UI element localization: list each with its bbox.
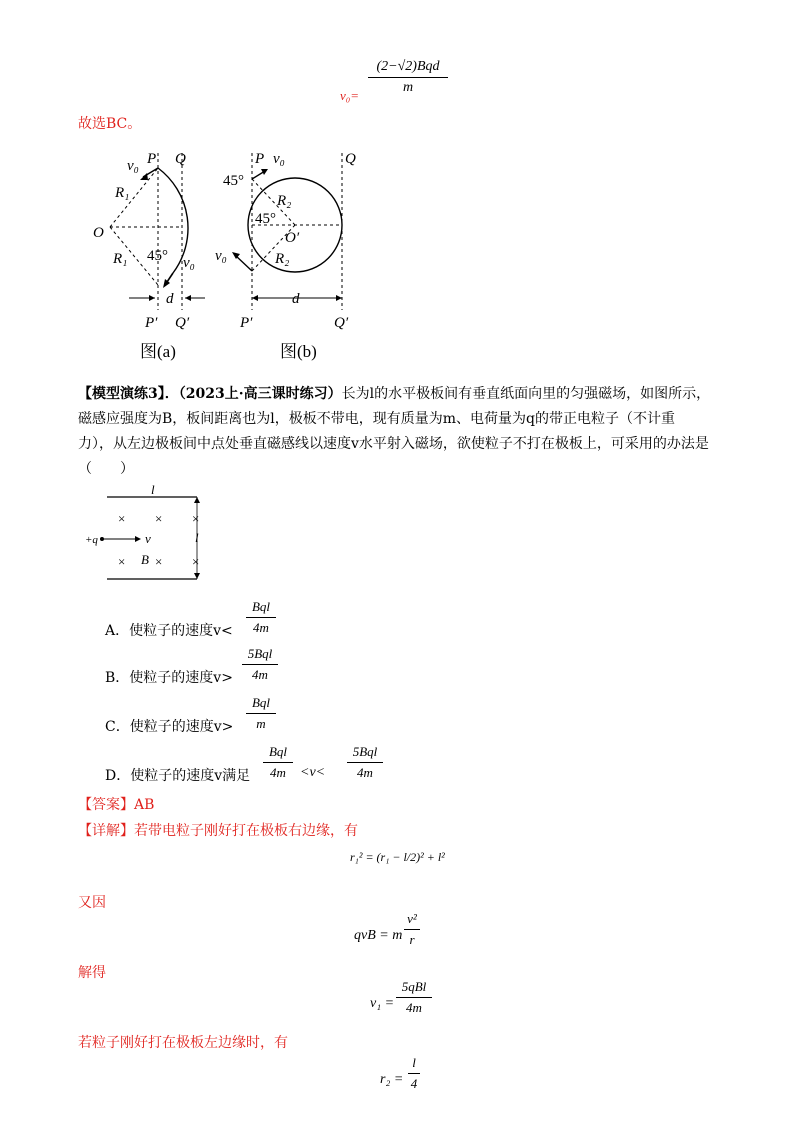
fig-b-label-R2-bottom: R₂ bbox=[275, 251, 290, 267]
fig-a-label-angle: 45° bbox=[147, 248, 168, 264]
fig-a-label-d: d bbox=[166, 291, 174, 307]
fig-a-label-P-prime: P′ bbox=[145, 315, 158, 331]
option-c-text: C．使粒子的速度v> bbox=[105, 719, 234, 735]
fig-a-label-R1-top: R₁ bbox=[115, 185, 130, 201]
field-cross: × bbox=[192, 554, 200, 569]
fig-b-label-O-prime: O′ bbox=[285, 230, 300, 246]
option-d-den2: 4m bbox=[357, 765, 373, 780]
explain-text-3: 解得 bbox=[78, 965, 106, 981]
fig-b-label-angle-mid: 45° bbox=[255, 211, 276, 227]
conclusion-text: 故选BC。 bbox=[78, 116, 142, 132]
option-b-den: 4m bbox=[252, 667, 268, 682]
option-d-fraction-1 bbox=[263, 743, 293, 782]
explain-label: 【详解】 bbox=[78, 823, 134, 839]
fig-b-label-P-prime: P′ bbox=[240, 315, 253, 331]
field-cross: × bbox=[155, 511, 163, 526]
fig-a-label-O: O bbox=[93, 225, 104, 241]
problem-line-3: 力），从左边极板间中点处垂直磁感线以速度v水平射入磁场，欲使粒子不打在极板上，可采用的办法是 bbox=[78, 436, 709, 452]
equation-3-fraction bbox=[396, 978, 432, 1017]
option-a-den: 4m bbox=[253, 620, 269, 635]
fig-b-label-P: P bbox=[255, 151, 265, 167]
equation-3-den: 4m bbox=[406, 1000, 422, 1015]
option-d-mid: <v< bbox=[300, 765, 326, 780]
option-b-text: B．使粒子的速度v> bbox=[105, 670, 233, 686]
top-fraction bbox=[368, 58, 448, 97]
field-label-charge: +q bbox=[85, 534, 98, 546]
equation-2-num: v² bbox=[407, 911, 417, 926]
formula-lhs: v₀= bbox=[340, 88, 360, 103]
equation-2-den: r bbox=[409, 932, 415, 947]
explain-text-2: 又因 bbox=[78, 895, 106, 911]
field-label-l-right: l bbox=[195, 530, 199, 545]
fig-a-caption: 图(a) bbox=[140, 342, 176, 361]
option-c-den: m bbox=[256, 716, 266, 731]
option-d-den: 4m bbox=[270, 765, 286, 780]
option-d-num: Bql bbox=[268, 744, 288, 759]
fig-a-label-Q-prime: Q′ bbox=[175, 315, 190, 331]
option-d-num2: 5Bql bbox=[352, 744, 378, 759]
fig-a-label-P: P bbox=[147, 151, 157, 167]
magnetic-orbit-figures bbox=[85, 145, 405, 365]
option-b-fraction bbox=[242, 645, 278, 684]
option-c-fraction bbox=[246, 694, 276, 733]
explain-line-1 bbox=[78, 820, 358, 840]
explain-text-1: 若带电粒子刚好打在极板右边缘，有 bbox=[134, 823, 358, 839]
field-cross: × bbox=[118, 511, 126, 526]
option-a-fraction bbox=[246, 598, 276, 637]
option-c-num: Bql bbox=[251, 695, 271, 710]
fig-b-label-v0-left: v₀ bbox=[215, 248, 227, 264]
problem-line-4: （ ） bbox=[78, 461, 134, 477]
field-cross: × bbox=[118, 554, 126, 569]
top-fraction-numerator: (2−√2)Bqd bbox=[376, 59, 440, 74]
equation-4-den: 4 bbox=[410, 1076, 418, 1091]
option-b-num: 5Bql bbox=[247, 646, 273, 661]
option-d-fraction-2 bbox=[347, 743, 383, 782]
option-a-text: A．使粒子的速度v< bbox=[105, 623, 233, 639]
option-d-text: D．使粒子的速度v满足 bbox=[105, 768, 251, 784]
fig-b-label-Q-prime: Q′ bbox=[334, 315, 349, 331]
fig-a-label-v0-top: v₀ bbox=[127, 158, 139, 174]
option-a-num: Bql bbox=[251, 599, 271, 614]
fig-b-label-Q: Q bbox=[345, 151, 356, 167]
fig-b-label-d: d bbox=[292, 291, 300, 307]
problem-source: ．（2023上·高三课时练习） bbox=[164, 386, 342, 402]
fig-b-label-v0-top: v₀ bbox=[273, 151, 285, 167]
equation-3-lhs: v₁ = bbox=[370, 996, 395, 1011]
field-label-v: v bbox=[145, 531, 151, 546]
fig-b-label-R2-top: R₂ bbox=[277, 193, 292, 209]
fig-b-label-angle-top: 45° bbox=[223, 173, 244, 189]
equation-1: r₁² = (r₁ − l/2)² + l² bbox=[350, 850, 445, 864]
equation-2-lhs: qvB = m bbox=[354, 928, 403, 943]
equation-4-fraction bbox=[408, 1054, 420, 1093]
equation-3-num: 5qBl bbox=[401, 979, 427, 994]
field-label-B: B bbox=[141, 552, 149, 567]
field-figure bbox=[85, 482, 215, 582]
fig-a-label-R1-bottom: R₁ bbox=[113, 251, 128, 267]
fig-a-label-Q: Q bbox=[175, 151, 186, 167]
equation-4-lhs: r₂ = bbox=[380, 1072, 404, 1087]
field-label-l-top: l bbox=[151, 482, 155, 497]
fig-a-label-v0-bottom: v₀ bbox=[183, 255, 195, 271]
fig-b-caption: 图(b) bbox=[280, 342, 317, 361]
top-fraction-denominator: m bbox=[402, 80, 414, 95]
answer-text: 【答案】AB bbox=[78, 797, 155, 813]
equation-2-fraction bbox=[404, 910, 420, 949]
problem-line-2: 磁感应强度为B，板间距离也为l，极板不带电，现有质量为m、电荷量为q的带正电粒子（不计重 bbox=[78, 411, 676, 427]
field-cross: × bbox=[155, 554, 163, 569]
problem-text-1: 长为l的水平极板间有垂直纸面向里的匀强磁场，如图所示， bbox=[341, 386, 711, 402]
equation-4-num: l bbox=[412, 1055, 416, 1070]
problem-tag: 【模型演练3】 bbox=[78, 386, 165, 402]
field-cross: × bbox=[192, 511, 200, 526]
explain-text-4: 若粒子刚好打在极板左边缘时，有 bbox=[78, 1035, 288, 1051]
problem-line-1 bbox=[78, 383, 710, 403]
